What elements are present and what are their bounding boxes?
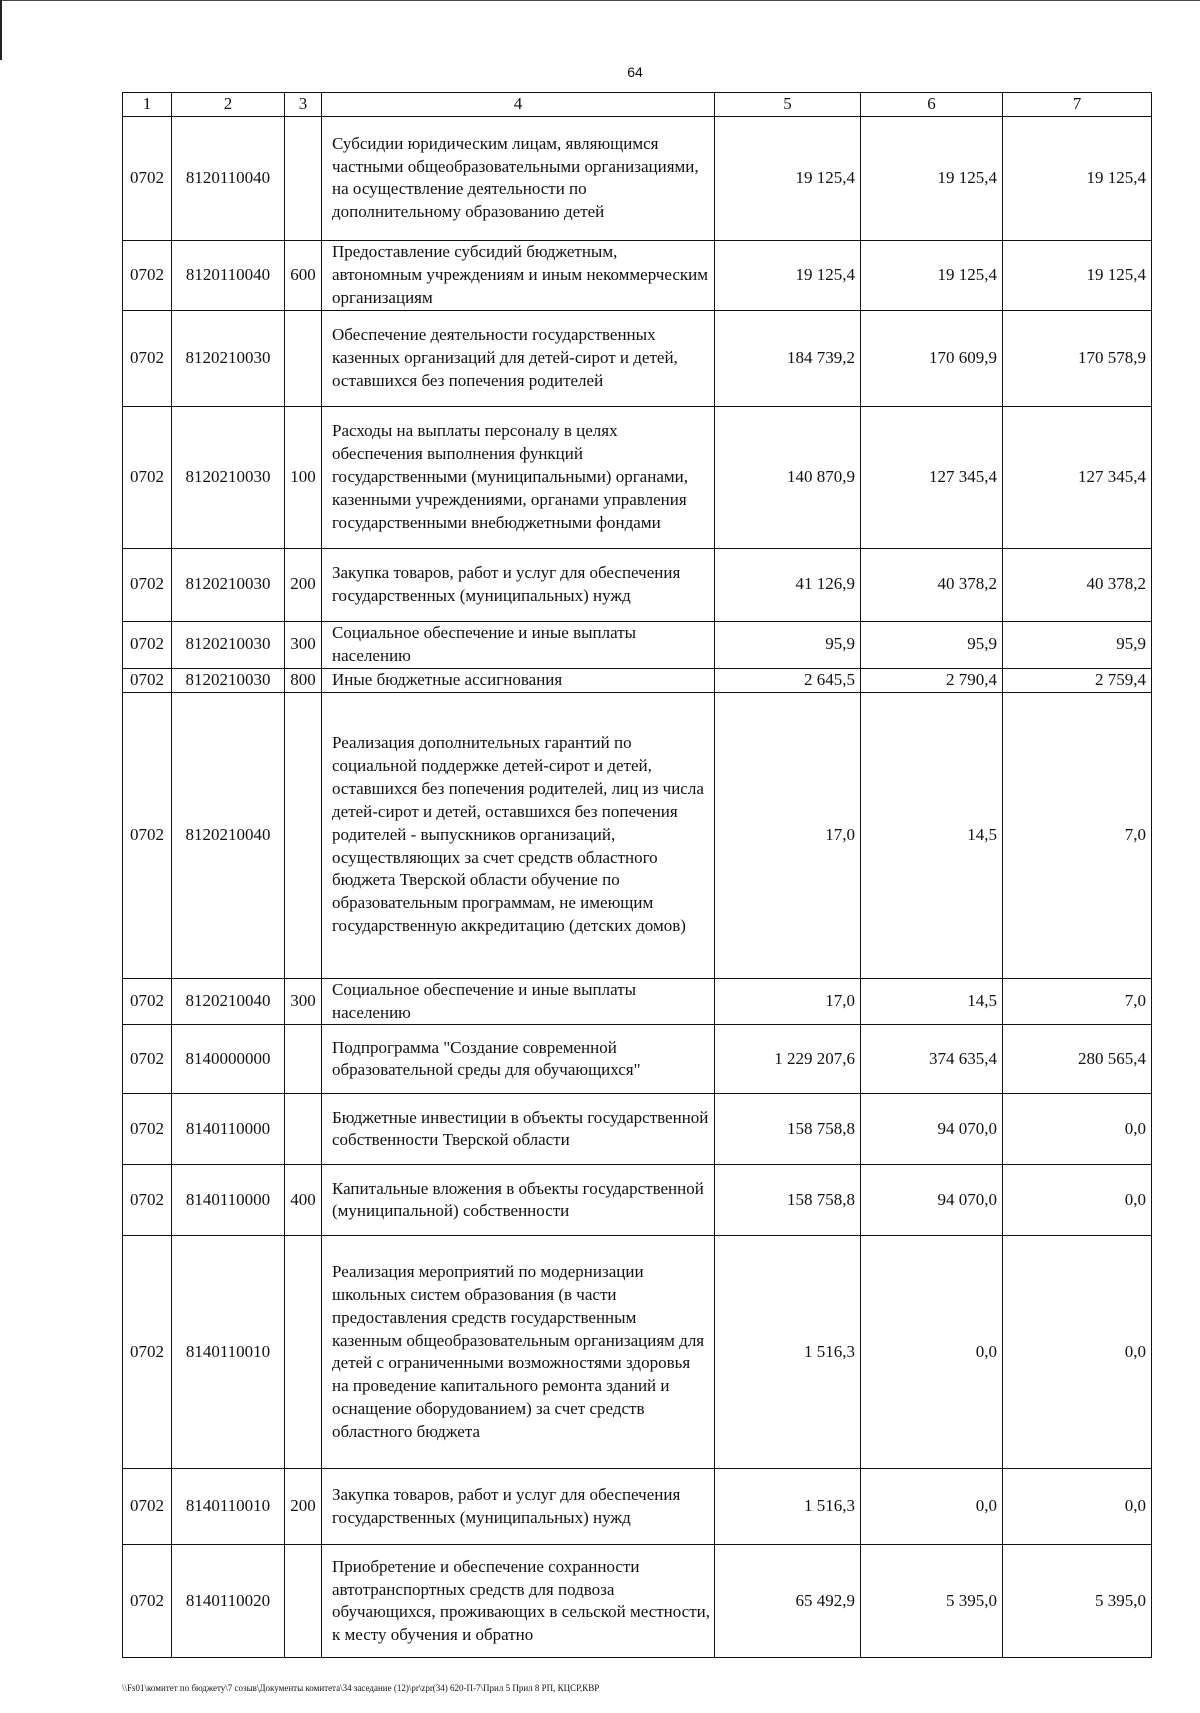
amount-col5: 184 739,2	[715, 310, 861, 406]
item-name: Обеспечение деятельности государственных казенных организаций для детей-сирот и детей, оставшихся без попечения родителей	[322, 310, 715, 406]
left-edge-line	[0, 0, 2, 60]
expense-type-code	[285, 310, 322, 406]
section-code: 0702	[123, 1025, 172, 1094]
amount-col5: 1 229 207,6	[715, 1025, 861, 1094]
expense-type-code: 200	[285, 548, 322, 621]
amount-col6: 94 070,0	[861, 1165, 1003, 1236]
amount-col7: 7,0	[1003, 692, 1152, 978]
budget-table	[122, 92, 1152, 1658]
target-article-code: 8140110010	[172, 1236, 285, 1469]
amount-col6: 374 635,4	[861, 1025, 1003, 1094]
amount-col6: 14,5	[861, 978, 1003, 1025]
column-header: 7	[1003, 93, 1152, 117]
target-article-code: 8120110040	[172, 240, 285, 310]
item-name: Социальное обеспечение и иные выплаты населению	[322, 621, 715, 668]
document-file-path: \\Fs01\комитет по бюджету\7 созыв\Документы комитета\34 заседание (12)\pr\zpr(34) 620-П-7\Прил 5 Прил 8 РП, КЦСР,КВР	[122, 1683, 600, 1693]
item-name: Капитальные вложения в объекты государственной (муниципальной) собственности	[322, 1165, 715, 1236]
item-name: Иные бюджетные ассигнования	[322, 668, 715, 692]
target-article-code: 8120210030	[172, 668, 285, 692]
amount-col5: 19 125,4	[715, 240, 861, 310]
expense-type-code: 600	[285, 240, 322, 310]
amount-col7: 170 578,9	[1003, 310, 1152, 406]
target-article-code: 8120210040	[172, 692, 285, 978]
item-name: Бюджетные инвестиции в объекты государственной собственности Тверской области	[322, 1094, 715, 1165]
column-header: 6	[861, 93, 1003, 117]
item-name: Приобретение и обеспечение сохранности автотранспортных средств для подвоза обучающихся, проживающих в сельской местности, к месту обучения и обратно	[322, 1545, 715, 1658]
section-code: 0702	[123, 310, 172, 406]
target-article-code: 8120210030	[172, 621, 285, 668]
column-header: 3	[285, 93, 322, 117]
target-article-code: 8140000000	[172, 1025, 285, 1094]
amount-col6: 19 125,4	[861, 116, 1003, 240]
amount-col6: 127 345,4	[861, 406, 1003, 548]
target-article-code: 8140110010	[172, 1469, 285, 1545]
amount-col5: 158 758,8	[715, 1165, 861, 1236]
amount-col7: 2 759,4	[1003, 668, 1152, 692]
amount-col6: 94 070,0	[861, 1094, 1003, 1165]
amount-col5: 1 516,3	[715, 1236, 861, 1469]
table-row	[123, 668, 1152, 692]
amount-col7: 19 125,4	[1003, 240, 1152, 310]
table-row	[123, 978, 1152, 1025]
top-edge-line	[0, 0, 1200, 2]
amount-col7: 127 345,4	[1003, 406, 1152, 548]
table-row	[123, 1236, 1152, 1469]
target-article-code: 8120210030	[172, 406, 285, 548]
target-article-code: 8140110000	[172, 1165, 285, 1236]
target-article-code: 8120110040	[172, 116, 285, 240]
amount-col6: 40 378,2	[861, 548, 1003, 621]
table-row	[123, 548, 1152, 621]
section-code: 0702	[123, 548, 172, 621]
item-name: Реализация мероприятий по модернизации школьных систем образования (в части предоставления средств государственным казенным общеобразовательным организациям для детей с ограниченными возможностями здоровья на проведение капитального ремонта зданий и оснащение оборудованием) за счет средств областного бюджета	[322, 1236, 715, 1469]
item-name: Закупка товаров, работ и услуг для обеспечения государственных (муниципальных) нужд	[322, 1469, 715, 1545]
amount-col5: 1 516,3	[715, 1469, 861, 1545]
amount-col6: 0,0	[861, 1469, 1003, 1545]
amount-col7: 0,0	[1003, 1469, 1152, 1545]
expense-type-code	[285, 1545, 322, 1658]
amount-col6: 2 790,4	[861, 668, 1003, 692]
item-name: Предоставление субсидий бюджетным, автономным учреждениям и иным некоммерческим организациям	[322, 240, 715, 310]
expense-type-code	[285, 692, 322, 978]
amount-col6: 19 125,4	[861, 240, 1003, 310]
amount-col7: 280 565,4	[1003, 1025, 1152, 1094]
target-article-code: 8120210030	[172, 310, 285, 406]
amount-col5: 95,9	[715, 621, 861, 668]
item-name: Субсидии юридическим лицам, являющимся частными общеобразовательными организациями, на осуществление деятельности по дополнительному образованию детей	[322, 116, 715, 240]
amount-col7: 0,0	[1003, 1094, 1152, 1165]
target-article-code: 8120210030	[172, 548, 285, 621]
amount-col5: 19 125,4	[715, 116, 861, 240]
item-name: Подпрограмма "Создание современной образовательной среды для обучающихся"	[322, 1025, 715, 1094]
amount-col5: 2 645,5	[715, 668, 861, 692]
amount-col6: 5 395,0	[861, 1545, 1003, 1658]
amount-col5: 158 758,8	[715, 1094, 861, 1165]
section-code: 0702	[123, 1094, 172, 1165]
amount-col7: 7,0	[1003, 978, 1152, 1025]
table-row	[123, 1545, 1152, 1658]
target-article-code: 8120210040	[172, 978, 285, 1025]
amount-col7: 0,0	[1003, 1165, 1152, 1236]
amount-col7: 95,9	[1003, 621, 1152, 668]
target-article-code: 8140110020	[172, 1545, 285, 1658]
section-code: 0702	[123, 116, 172, 240]
expense-type-code: 100	[285, 406, 322, 548]
column-header: 1	[123, 93, 172, 117]
target-article-code: 8140110000	[172, 1094, 285, 1165]
section-code: 0702	[123, 1165, 172, 1236]
section-code: 0702	[123, 1469, 172, 1545]
section-code: 0702	[123, 406, 172, 548]
table-row	[123, 692, 1152, 978]
expense-type-code	[285, 1025, 322, 1094]
amount-col5: 65 492,9	[715, 1545, 861, 1658]
amount-col5: 17,0	[715, 978, 861, 1025]
expense-type-code: 300	[285, 621, 322, 668]
item-name: Закупка товаров, работ и услуг для обеспечения государственных (муниципальных) нужд	[322, 548, 715, 621]
column-header: 4	[322, 93, 715, 117]
amount-col7: 40 378,2	[1003, 548, 1152, 621]
column-header-row	[123, 93, 1152, 117]
table-row	[123, 621, 1152, 668]
section-code: 0702	[123, 1545, 172, 1658]
amount-col7: 0,0	[1003, 1236, 1152, 1469]
table-row	[123, 240, 1152, 310]
expense-type-code	[285, 1094, 322, 1165]
section-code: 0702	[123, 668, 172, 692]
section-code: 0702	[123, 978, 172, 1025]
section-code: 0702	[123, 621, 172, 668]
amount-col6: 14,5	[861, 692, 1003, 978]
expense-type-code: 300	[285, 978, 322, 1025]
amount-col5: 140 870,9	[715, 406, 861, 548]
section-code: 0702	[123, 240, 172, 310]
table-row	[123, 1094, 1152, 1165]
amount-col6: 0,0	[861, 1236, 1003, 1469]
table-row	[123, 1165, 1152, 1236]
item-name: Социальное обеспечение и иные выплаты населению	[322, 978, 715, 1025]
expense-type-code: 200	[285, 1469, 322, 1545]
column-header: 2	[172, 93, 285, 117]
table-row	[123, 1025, 1152, 1094]
table-row	[123, 1469, 1152, 1545]
section-code: 0702	[123, 1236, 172, 1469]
expense-type-code	[285, 1236, 322, 1469]
amount-col7: 5 395,0	[1003, 1545, 1152, 1658]
item-name: Реализация дополнительных гарантий по социальной поддержке детей-сирот и детей, оставшихся без попечения родителей, лиц из числа детей-сирот и детей, оставшихся без попечения родителей - выпускников организаций, осуществляющих за счет средств областного бюджета Тверской области обучение по образовательным программам, не имеющим государственную аккредитацию (детских домов)	[322, 692, 715, 978]
expense-type-code: 400	[285, 1165, 322, 1236]
amount-col6: 95,9	[861, 621, 1003, 668]
amount-col6: 170 609,9	[861, 310, 1003, 406]
amount-col5: 17,0	[715, 692, 861, 978]
amount-col5: 41 126,9	[715, 548, 861, 621]
table-row	[123, 406, 1152, 548]
column-header: 5	[715, 93, 861, 117]
table-row	[123, 310, 1152, 406]
item-name: Расходы на выплаты персоналу в целях обеспечения выполнения функций государственными (муниципальными) органами, казенными учреждениями, органами управления государственными внебюджетными фондами	[322, 406, 715, 548]
section-code: 0702	[123, 692, 172, 978]
amount-col7: 19 125,4	[1003, 116, 1152, 240]
table-row	[123, 116, 1152, 240]
expense-type-code	[285, 116, 322, 240]
expense-type-code: 800	[285, 668, 322, 692]
page-number: 64	[627, 64, 643, 80]
